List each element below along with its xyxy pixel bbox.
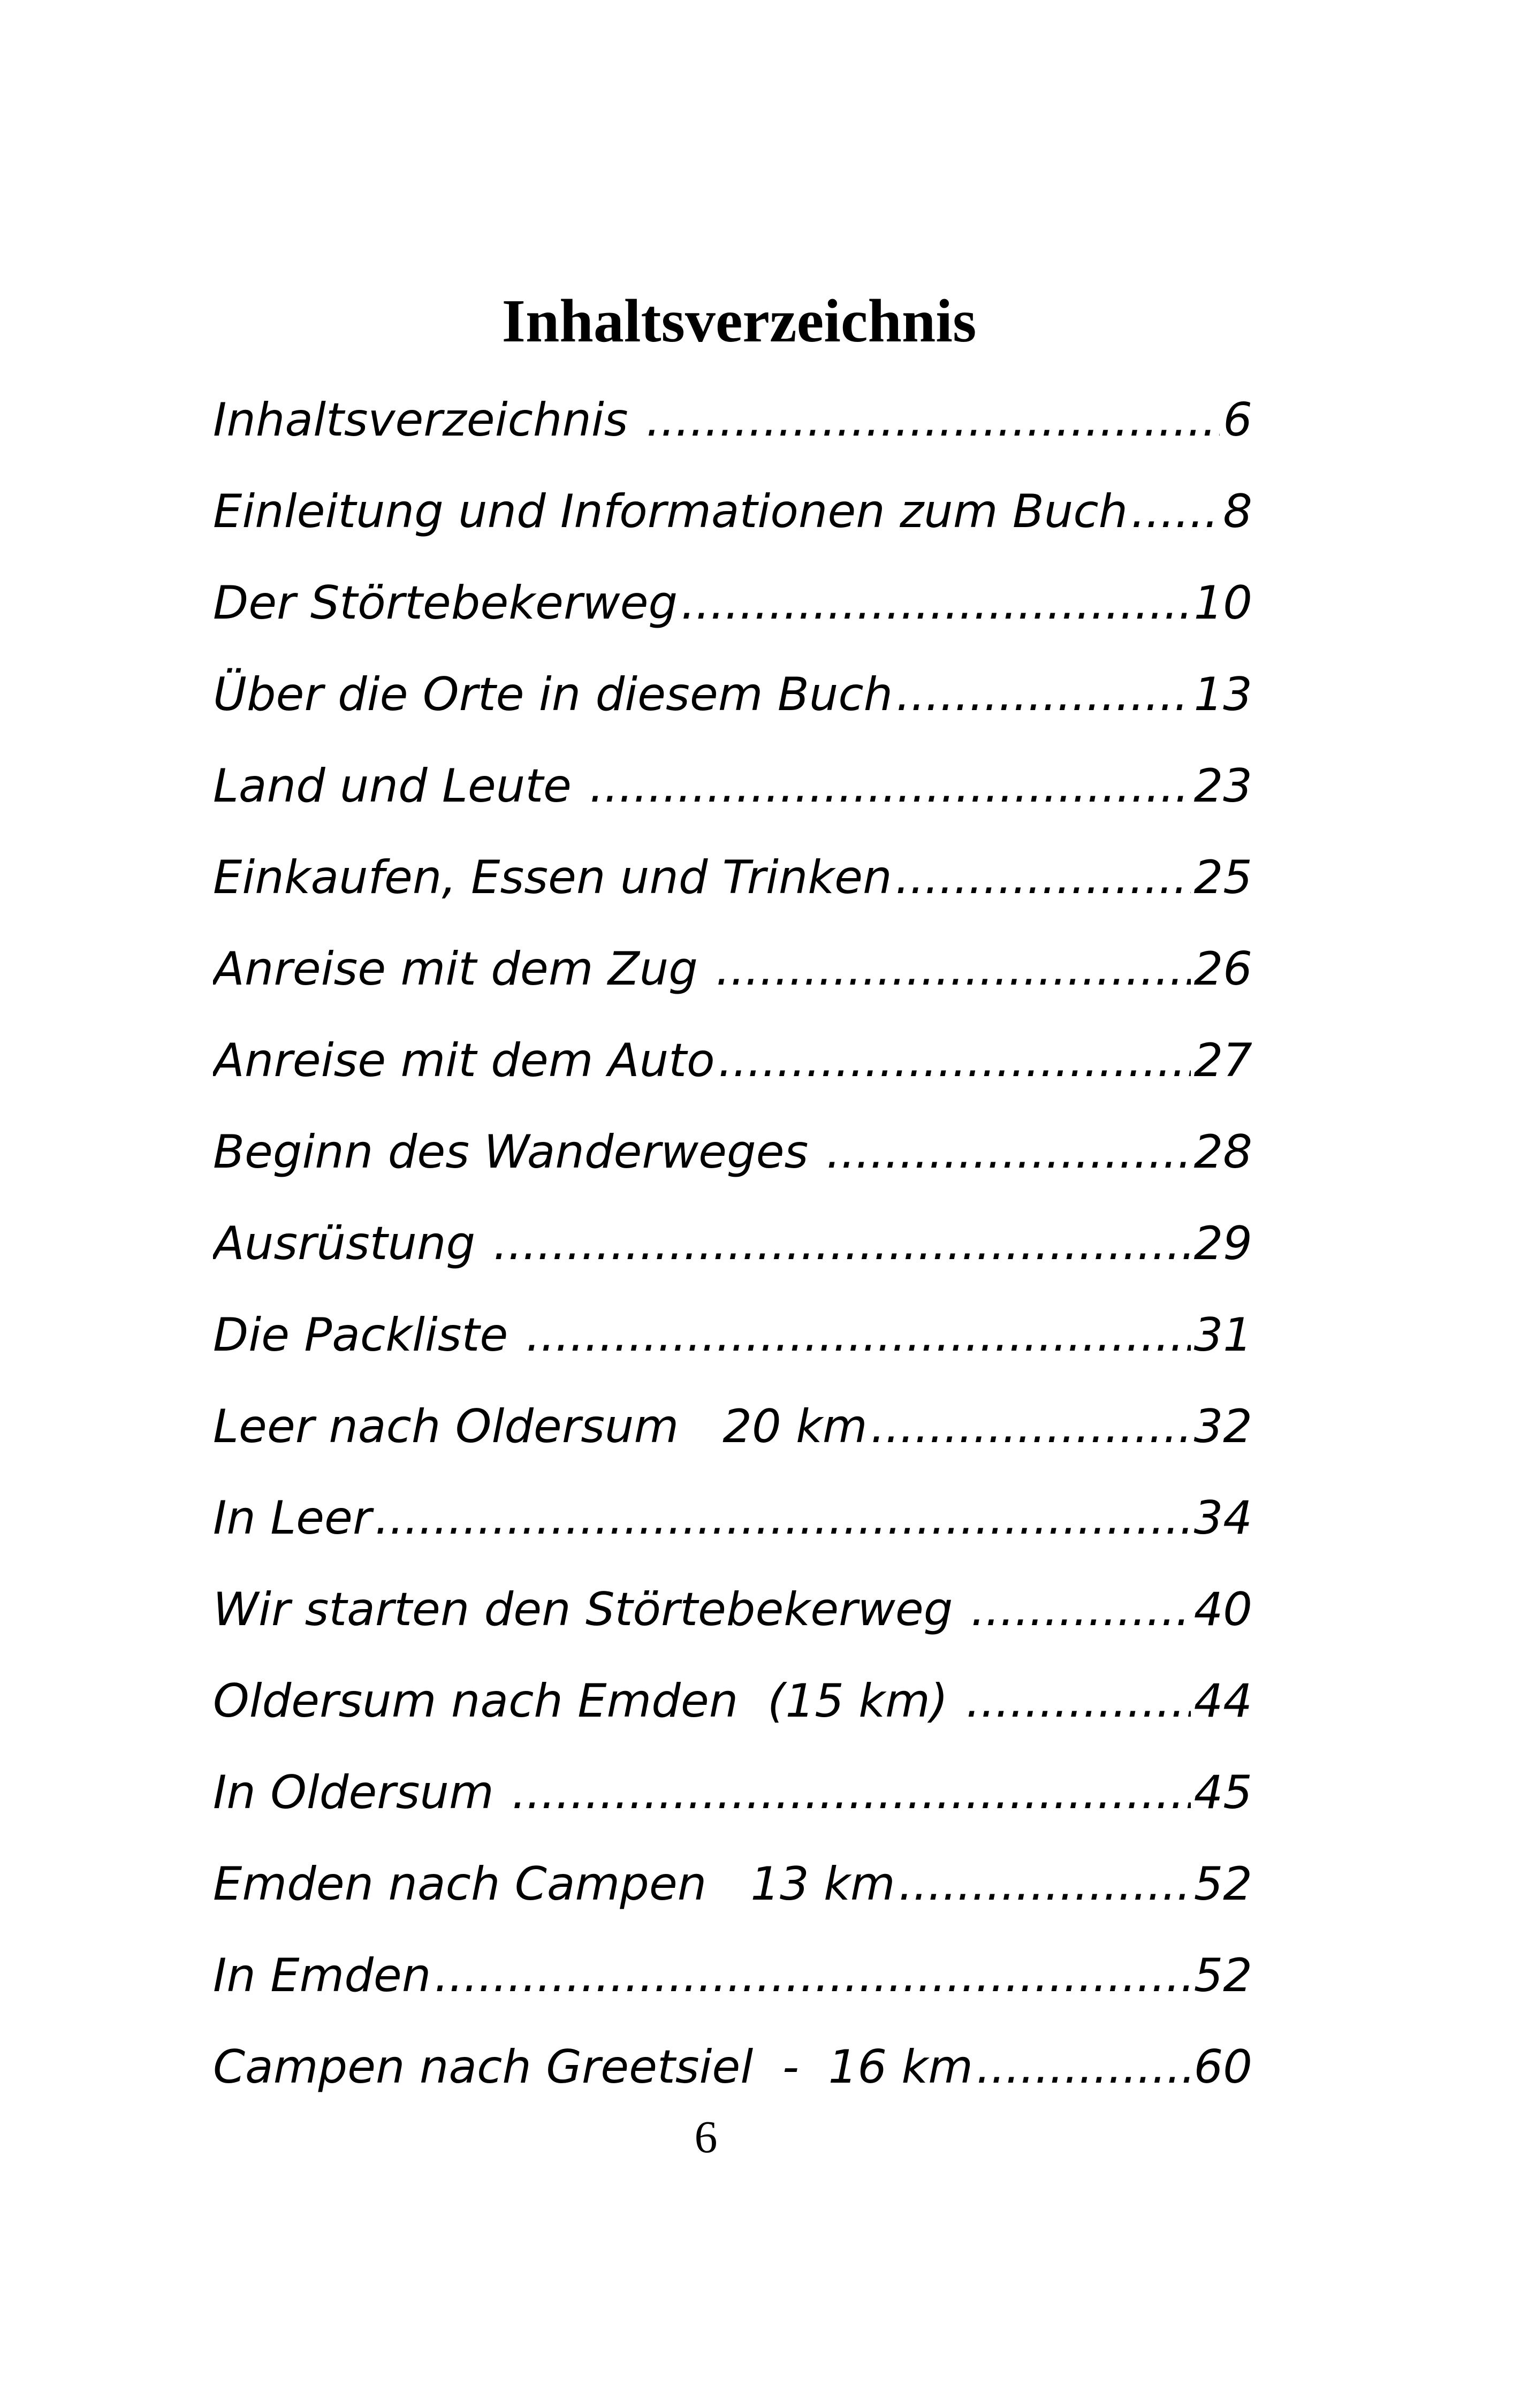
toc-entry-label: Einleitung und Informationen zum Buch [213,485,1128,538]
toc-dot-leader [526,1300,1191,1370]
toc-entry [213,1758,1252,1849]
toc-entry-label: In Leer [213,1491,372,1545]
toc-entry-label: Die Packliste [213,1308,523,1362]
toc-dot-leader [681,568,1190,638]
toc-entry-page: 23 [1193,759,1252,813]
toc-entry [213,751,1252,843]
toc-entry [213,1209,1252,1300]
table-of-contents [213,385,1252,2124]
toc-dot-leader [589,751,1190,821]
toc-entry [213,1666,1252,1758]
toc-entry-page: 52 [1193,1949,1252,2002]
toc-entry-page: 60 [1193,2040,1252,2094]
toc-entry-page: 34 [1193,1491,1252,1545]
toc-entry-page: 29 [1193,1217,1252,1270]
toc-entry-page: 13 [1193,668,1252,721]
toc-dot-leader [512,1758,1190,1827]
toc-entry-label: Wir starten den Störtebekerweg [213,1583,968,1636]
toc-entry [213,1392,1252,1483]
toc-entry-page: 32 [1193,1400,1252,1453]
toc-entry-page: 52 [1193,1857,1252,1911]
toc-dot-leader [826,1117,1191,1187]
toc-entry-label: Beginn des Wanderweges [213,1125,823,1179]
toc-entry-label: Anreise mit dem Zug [213,942,713,996]
toc-entry-label: Der Störtebekerweg [213,576,678,630]
toc-entry-label: Campen nach Greetsiel - 16 km [213,2040,973,2094]
toc-dot-leader [971,1575,1191,1644]
toc-entry-page: 28 [1193,1125,1252,1179]
toc-dot-leader [896,660,1190,729]
toc-dot-leader [434,1941,1190,2010]
toc-dot-leader [899,1849,1191,1919]
toc-dot-leader [493,1209,1190,1278]
toc-entry-page: 27 [1193,1034,1252,1087]
toc-dot-leader [871,1392,1191,1461]
toc-entry-page: 10 [1193,576,1252,630]
toc-entry [213,1941,1252,2032]
toc-entry [213,1575,1252,1666]
toc-dot-leader [966,1666,1191,1736]
toc-entry [213,843,1252,934]
toc-entry-label: Inhaltsverzeichnis [213,393,643,447]
toc-entry-label: Emden nach Campen 13 km [213,1857,895,1911]
toc-entry-page: 25 [1193,851,1252,904]
toc-dot-leader [716,934,1190,1004]
toc-entry [213,934,1252,1026]
toc-entry-page: 40 [1193,1583,1252,1636]
toc-entry-label: Leer nach Oldersum 20 km [213,1400,868,1453]
toc-entry-page: 26 [1193,942,1252,996]
toc-entry-page: 6 [1223,393,1252,447]
toc-dot-leader [1131,477,1220,546]
toc-entry [213,1483,1252,1575]
toc-entry [213,568,1252,660]
toc-dot-leader [646,385,1220,455]
toc-entry-label: Ausrüstung [213,1217,490,1270]
toc-entry [213,1117,1252,1209]
toc-entry-page: 8 [1223,485,1252,538]
toc-entry [213,1026,1252,1117]
toc-entry-label: Land und Leute [213,759,587,813]
toc-entry [213,477,1252,568]
toc-entry-page: 44 [1193,1674,1252,1728]
toc-dot-leader [375,1483,1190,1553]
toc-entry-label: Einkaufen, Essen und Trinken [213,851,892,904]
toc-entry [213,1300,1252,1392]
toc-dot-leader [976,2032,1191,2102]
toc-entry [213,1849,1252,1941]
toc-dot-leader [895,843,1191,912]
toc-entry [213,660,1252,751]
page-number: 6 [694,2111,718,2162]
toc-entry-label: Oldersum nach Emden (15 km) [213,1674,963,1728]
toc-entry-label: Anreise mit dem Auto [213,1034,715,1087]
toc-entry-page: 31 [1193,1308,1252,1362]
toc-entry [213,385,1252,477]
toc-dot-leader [718,1026,1191,1095]
toc-entry-label: In Oldersum [213,1766,509,1819]
toc-entry-label: Über die Orte in diesem Buch [213,668,893,721]
page-title: Inhaltsverzeichnis [501,287,977,355]
toc-entry-label: In Emden [213,1949,431,2002]
toc-entry-page: 45 [1193,1766,1252,1819]
